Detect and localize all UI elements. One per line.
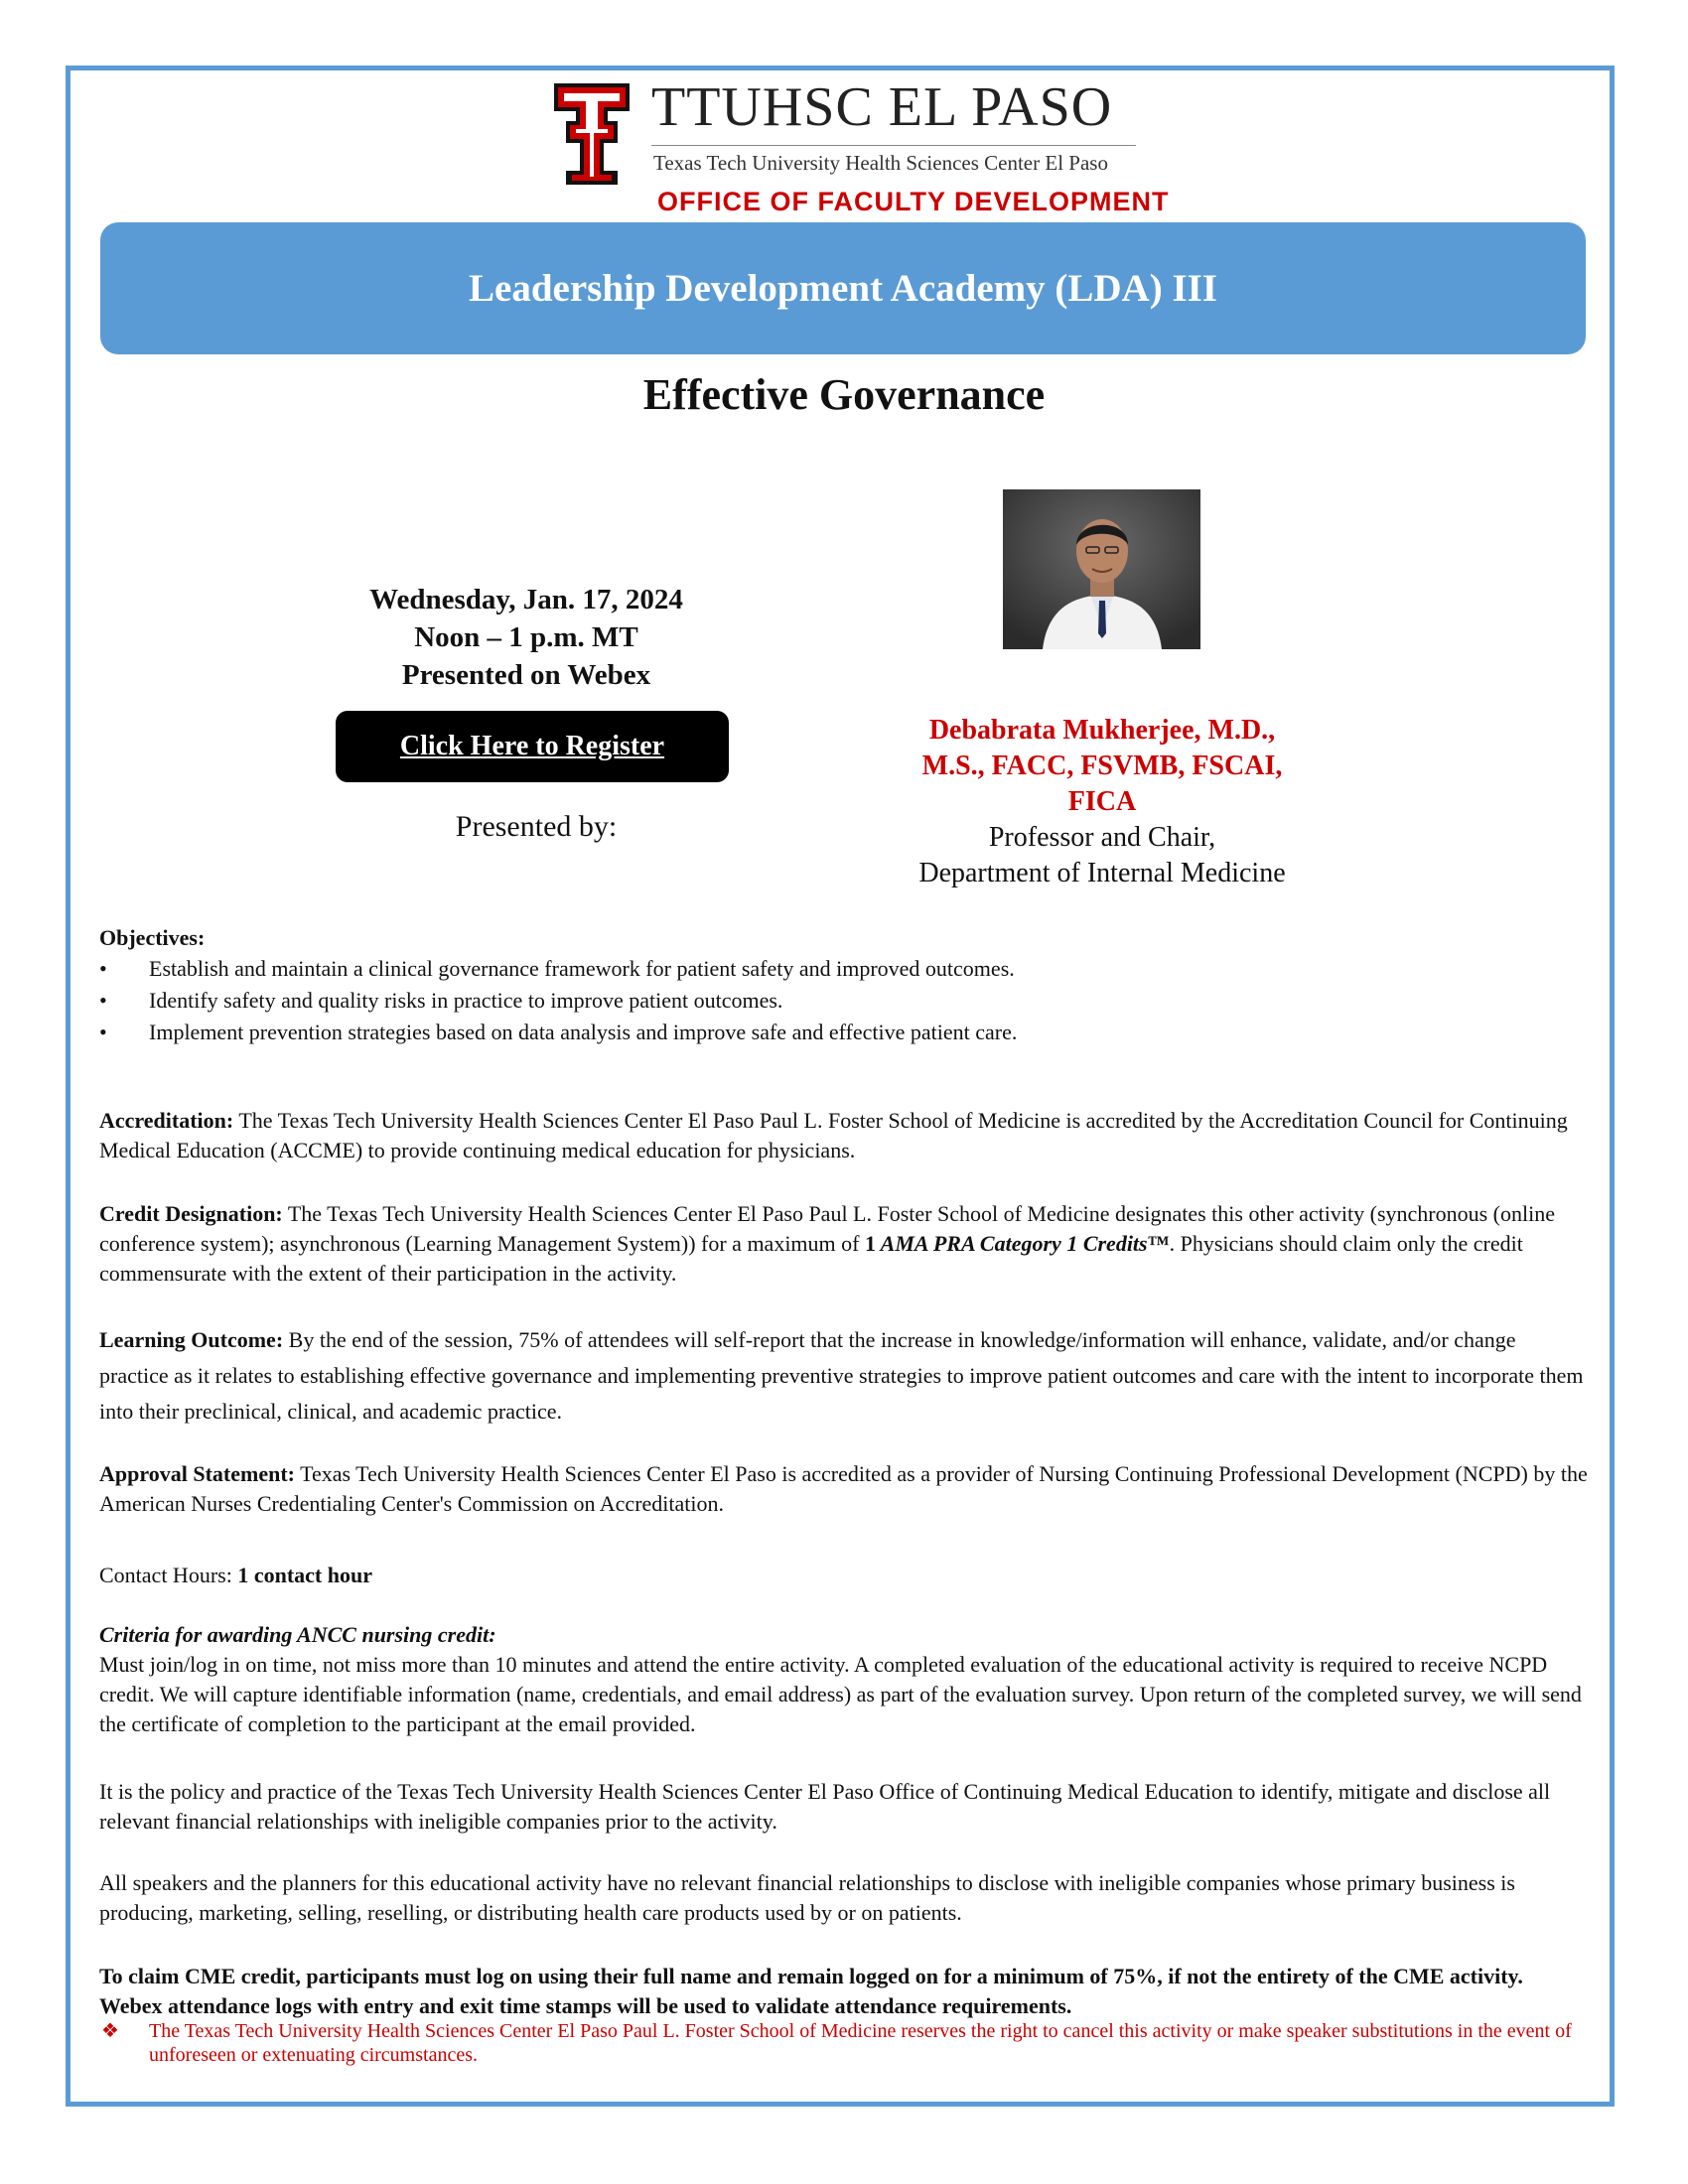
criteria-heading: Criteria for awarding ANCC nursing credit:: [99, 1622, 496, 1647]
credit-text-a: The Texas Tech University Health Sciences Center El Paso Paul L. Foster School of Medicine designates this other activity (synchronous (online conference system); asynchronous (Learning Management System)) for a maximum of: [99, 1201, 1555, 1256]
contact-label: Contact Hours:: [99, 1563, 238, 1587]
logo-divider: [651, 145, 1136, 146]
credit-label: Credit Designation:: [99, 1201, 283, 1226]
diamond-bullet-icon: ❖: [101, 2020, 119, 2042]
accreditation-paragraph: [99, 1106, 1589, 1165]
banner-title: Leadership Development Academy (LDA) III: [469, 267, 1217, 310]
objective-item: • Establish and maintain a clinical governance framework for patient safety and improved outcomes.: [99, 953, 1589, 985]
speaker-name-line2: M.S., FACC, FSVMB, FSCAI,: [921, 751, 1283, 781]
credit-text-b: . Physicians should claim only the credit commensurate with the extent of their participation in the activity.: [99, 1231, 1523, 1286]
policy-paragraph: It is the policy and practice of the Texas Tech University Health Sciences Center El Paso Office of Continuing Medical Education to identify, mitigate and disclose all relevant financial relationships with ineligible companies prior to the activity.: [99, 1779, 1551, 1834]
presented-by-label: Presented by:: [455, 810, 618, 843]
objective-item: • Implement prevention strategies based on data analysis and improve safe and effective patient care.: [99, 1017, 1589, 1048]
learning-text: By the end of the session, 75% of attendees will self-report that the increase in knowledge/information will enhance, validate, and/or change practice as it relates to establishing effective governance and implementing preventive strategies to improve patient outcomes and care with the intent to incorporate them into their preclinical, clinical, and academic practice.: [99, 1327, 1584, 1424]
event-venue: Presented on Webex: [401, 659, 651, 691]
approval-statement-paragraph: [99, 1459, 1589, 1519]
learning-outcome-paragraph: [99, 1322, 1589, 1430]
accreditation-label: Accreditation:: [99, 1108, 234, 1133]
cme-claim-paragraph: To claim CME credit, participants must log on using their full name and remain logged on for a minimum of 75%, if not the entirety of the CME activity. Webex attendance logs with entry and exit time stamps will be used to validate attendance requirements.: [99, 1964, 1523, 2018]
disclaimer-text: The Texas Tech University Health Sciences Center El Paso Paul L. Foster School of Medicine reserves the right to cancel this activity or make speaker substitutions in the event of unforeseen or extenuating circumstances.: [149, 2020, 1572, 2066]
approval-label: Approval Statement:: [99, 1461, 295, 1486]
objectives-list: [99, 953, 1589, 1048]
speaker-photo: [1003, 489, 1200, 649]
credit-tm: ™: [1147, 1231, 1170, 1256]
event-date: Wednesday, Jan. 17, 2024: [369, 584, 683, 615]
learning-label: Learning Outcome:: [99, 1327, 284, 1352]
speaker-name-line3: FICA: [1067, 786, 1137, 817]
contact-hours: [99, 1561, 1589, 1590]
objective-item: • Identify safety and quality risks in practice to improve patient outcomes.: [99, 985, 1589, 1017]
speaker-title-line2: Department of Internal Medicine: [918, 858, 1286, 888]
office-name: OFFICE OF FACULTY DEVELOPMENT: [657, 187, 1170, 216]
accreditation-text: The Texas Tech University Health Sciences Center El Paso Paul L. Foster School of Medicine is accredited by the Accreditation Council for Continuing Medical Education (ACCME) to provide continuing medical education for physicians.: [99, 1108, 1568, 1162]
speaker-title-line1: Professor and Chair,: [988, 822, 1216, 853]
logo-header: [552, 76, 1170, 220]
speaker-name-line1: Debabrata Mukherjee, M.D.,: [928, 715, 1276, 746]
org-full-name: Texas Tech University Health Sciences Center El Paso: [653, 151, 1108, 175]
disclaimer: [99, 2019, 1579, 2067]
org-name: TTUHSC EL PASO: [651, 76, 1113, 138]
approval-text: Texas Tech University Health Sciences Center El Paso is accredited as a provider of Nursing Continuing Professional Development (NCPD) by the American Nurses Credentialing Center's Commission on Accreditation.: [99, 1461, 1588, 1516]
event-time: Noon – 1 p.m. MT: [414, 621, 638, 653]
register-link[interactable]: Click Here to Register: [399, 731, 665, 761]
objectives-heading: Objectives:: [99, 925, 206, 950]
event-details: [288, 581, 765, 694]
speaker-info: [864, 713, 1340, 891]
session-title: Effective Governance: [642, 370, 1046, 419]
criteria-paragraph: [99, 1620, 1589, 1739]
credit-designation-paragraph: [99, 1199, 1589, 1289]
credit-name: AMA PRA Category 1 Credits: [875, 1231, 1148, 1256]
credit-count: 1: [864, 1231, 876, 1256]
contact-value: 1 contact hour: [237, 1563, 372, 1587]
speakers-disclosure-paragraph: All speakers and the planners for this educational activity have no relevant financial relationships to disclose with ineligible companies whose primary business is producing, marketing, selling, reselling, or distributing health care products used by or on patients.: [99, 1870, 1515, 1925]
criteria-text: Must join/log in on time, not miss more than 10 minutes and attend the entire activity. A completed evaluation of the educational activity is required to receive NCPD credit. We will capture identifiable information (name, credentials, and email address) as part of the evaluation survey. Upon return of the completed survey, we will send the certificate of completion to the participant at the email provided.: [99, 1652, 1582, 1736]
program-banner: [100, 222, 1586, 354]
double-t-logo-icon: [552, 81, 632, 187]
register-button[interactable]: [336, 711, 729, 782]
